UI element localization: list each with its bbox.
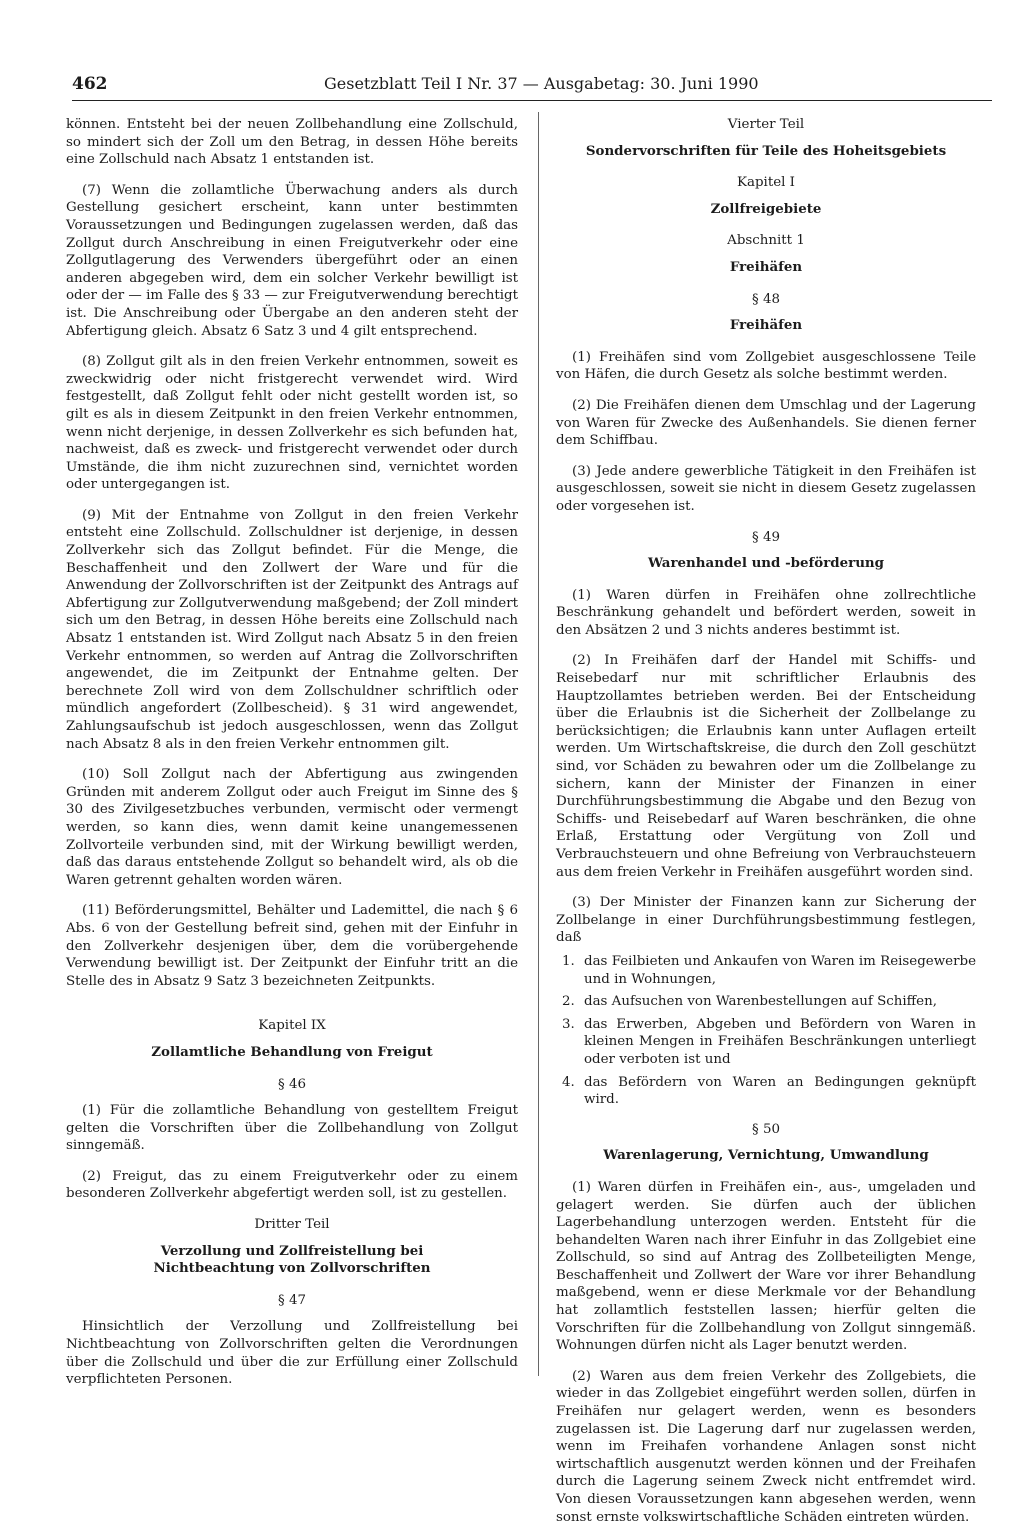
column-divider (538, 112, 539, 1376)
section-50-paragraph-1: (1) Waren dürfen in Freihäfen ein-, aus-, umgeladen und gelagert werden. Sie dürfen auch der üblichen Lagerbehandlung unterzogen werden. Entsteht für die behandelten Waren nach ihrer Einfuhr in das Zollgebiet eine Zollschuld, so sind auf Antrag des Zollbeteiligten Menge, Beschaffenheit und Zollwert der Ware vor ihrer Behandlung maßgebend, wenn er diese Merkmale vor der Behandlung hat zollamtlich feststellen lassen; hierfür gelten die Vorschriften für die Zollbehandlung von Zollgut sinngemäß. Wohnungen dürfen nicht als Lager benutzt werden. (556, 1179, 976, 1354)
chapter-title-ix: Zollamtliche Behandlung von Freigut (151, 1043, 433, 1060)
paragraph-7: (7) Wenn die zollamtliche Überwachung anders als durch Gestellung gesichert erscheint, kann unter bestimmten Voraussetzungen und Bedingungen zugelassen werden, daß das Zollgut durch Anschreibung in einen Freigutverkehr oder eine Zollgutlagerung des Verwenders übergeführt oder an einen anderen abgegeben wird, dem ein solcher Verkehr bewilligt ist oder der — im Falle des § 33 — zur Freigutverwendung berechtigt ist. Die Anschreibung oder Übergabe an den anderen steht der Abfertigung gleich. Absatz 6 Satz 3 und 4 gilt entsprechend. (66, 182, 518, 339)
section-49-paragraph-2: (2) In Freihäfen darf der Handel mit Schiffs- und Reisebedarf nur mit schriftlicher Erlaubnis des Hauptzollamtes betrieben werden. Bei der Entscheidung über die Erlaubnis ist die Sicherheit der Zollbelange zu berücksichtigen; die Erlaubnis kann unter Auflagen erteilt werden. Um Wirtschaftskreise, die durch den Zoll geschützt sind, vor Schäden zu bewahren oder um die Zollbelange zu sichern, kann der Minister der Finanzen in einer Durchführungsbestimmung die Abgabe und den Bezug von Schiffs- und Reisebedarf auf Waren beschränken, die ohne Erlaß, Erstattung oder Vergütung von Zoll und Verbrauchsteuern und ohne Befreiung von Verbrauchsteuern aus dem freien Verkehr in Freihäfen ausgeführt worden sind. (556, 653, 976, 880)
section-48-paragraph-3: (3) Jede andere gewerbliche Tätigkeit in den Freihäfen ist ausgeschlossen, soweit sie nicht in diesem Gesetz zugelassen oder vorgesehen ist. (556, 463, 976, 514)
chapter-title-i: Zollfreigebiete (710, 200, 822, 217)
list-item-text: das Befördern von Waren an Bedingungen geknüpft wird. (584, 1074, 976, 1108)
part-title-line-2: Nichtbeachtung von Zollvorschriften (153, 1260, 431, 1277)
right-column (556, 116, 976, 1539)
section-47-heading: § 47 (278, 1292, 306, 1308)
page-number: 462 (72, 74, 108, 94)
paragraph-9: (9) Mit der Entnahme von Zollgut in den freien Verkehr entsteht eine Zollschuld. Zollschuldner ist derjenige, in dessen Zollverkehr sich das Zollgut befindet. Für die Menge, die Beschaffenheit und den Zollwert der Ware und für die Anwendung der Zollvorschriften ist der Zeitpunkt des Antrags auf Abfertigung zur Zollgutverwendung maßgebend; der Zoll mindert sich um den Betrag, in dessen Höhe bereits eine Zollschuld nach Absatz 1 entstanden ist. Wird Zollgut nach Absatz 5 in den freien Verkehr entnommen, so werden auf Antrag die Zollvorschriften angewendet, die im Zeitpunkt der Entnahme gelten. Der berechnete Zoll wird von dem Zollschuldner schriftlich oder mündlich angefordert (Zollbescheid). § 31 wird angewendet, Zahlungsaufschub ist jedoch ausgeschlossen, wenn das Zollgut nach Absatz 8 als in den freien Verkehr entnommen gilt. (66, 507, 518, 752)
chapter-heading-ix: Kapitel IX (258, 1018, 326, 1034)
list-item-number: 2. (562, 994, 575, 1010)
left-column (66, 116, 518, 1402)
section-49-list (556, 953, 976, 1109)
section-49-heading: § 49 (752, 529, 780, 545)
part-title-vierter-teil: Sondervorschriften für Teile des Hoheitsgebiets (585, 142, 947, 159)
section-48-title: Freihäfen (729, 317, 803, 334)
section-49-paragraph-1: (1) Waren dürfen in Freihäfen ohne zollrechtliche Beschränkung gehandelt und befördert werden, soweit in den Absätzen 2 und 3 nichts anderes bestimmt ist. (556, 587, 976, 638)
paragraph-11: (11) Beförderungsmittel, Behälter und Lademittel, die nach § 6 Abs. 6 von der Gestellung befreit sind, gehen mit der Einfuhr in den Zollverkehr desjenigen über, dem die vorübergehende Verwendung bewilligt ist. Der Zeitpunkt der Einfuhr tritt an die Stelle des in Absatz 9 Satz 3 bezeichneten Zeitpunkts. (66, 903, 518, 989)
list-item-number: 1. (562, 953, 575, 969)
section-46-paragraph-1: (1) Für die zollamtliche Behandlung von gestelltem Freigut gelten die Vorschriften über die Zollbehandlung von Zollgut sinngemäß. (66, 1103, 518, 1154)
section-48-paragraph-2: (2) Die Freihäfen dienen dem Umschlag und der Lagerung von Waren für Zwecke des Außenhandels. Sie dienen ferner dem Schiffbau. (556, 397, 976, 449)
section-50-title: Warenlagerung, Vernichtung, Umwandlung (603, 1147, 929, 1164)
paragraph-continuation: können. Entsteht bei der neuen Zollbehandlung eine Zollschuld, so mindert sich der Zoll um den Betrag, in dessen Höhe bereits eine Zollschuld nach Absatz 1 entstanden ist. (66, 117, 518, 168)
paragraph-10: (10) Soll Zollgut nach der Abfertigung aus zwingenden Gründen mit anderem Zollgut oder auch Freigut im Sinne des § 30 des Zivilgesetzbuches verbunden, vermischt oder vermengt werden, so kann dies, wenn damit keine unangemessenen Zollvorteile verbunden sind, mit der Wirkung bewilligt werden, daß das daraus entstehende Zollgut so behandelt wird, als ob die Waren getrennt gehalten worden wären. (66, 767, 518, 888)
header-rule (72, 100, 992, 101)
part-title-line-1: Verzollung und Zollfreistellung bei (160, 1242, 424, 1259)
section-48-heading: § 48 (752, 291, 780, 307)
list-item (556, 993, 976, 1011)
section-50-heading: § 50 (752, 1121, 780, 1137)
list-item-text: das Feilbieten und Ankaufen von Waren im Reisegewerbe und in Wohnungen, (584, 953, 976, 987)
section-46-heading: § 46 (278, 1076, 306, 1092)
list-item (556, 1016, 976, 1069)
chapter-heading-i: Kapitel I (737, 175, 795, 191)
subsection-heading-1: Abschnitt 1 (727, 233, 805, 249)
subsection-title-1: Freihäfen (729, 258, 803, 275)
list-item-text: das Erwerben, Abgeben und Befördern von Waren in kleinen Mengen in Freihäfen Beschränkungen unterliegt oder verboten ist und (584, 1016, 976, 1067)
section-49-title: Warenhandel und -beförderung (647, 555, 885, 572)
running-title: Gesetzblatt Teil I Nr. 37 — Ausgabetag: 30. Juni 1990 (324, 74, 759, 93)
list-item-text: das Aufsuchen von Warenbestellungen auf Schiffen, (584, 994, 937, 1010)
section-46-paragraph-2: (2) Freigut, das zu einem Freigutverkehr oder zu einem besonderen Zollverkehr abgefertigt werden soll, ist zu gestellen. (66, 1168, 518, 1202)
list-item-number: 4. (562, 1074, 575, 1090)
paragraph-8: (8) Zollgut gilt als in den freien Verkehr entnommen, soweit es zweckwidrig oder nicht fristgerecht verwendet wird. Wird festgestellt, daß Zollgut fehlt oder nicht gestellt worden ist, so gilt es als in diesem Zeitpunkt in den freien Verkehr entnommen, wenn nicht derjenige, in dessen Zollverkehr es sich befunden hat, nachweist, daß es zweck- und fristgerecht verwendet oder durch Umstände, die ihm nicht zuzurechnen sind, vernichtet worden oder untergegangen ist. (66, 354, 518, 493)
section-47-paragraph: Hinsichtlich der Verzollung und Zollfreistellung bei Nichtbeachtung von Zollvorschriften gelten die Verordnungen über die Zollschuld und über die zur Erfüllung einer Zollschuld verpflichteten Personen. (66, 1319, 518, 1388)
list-item (556, 1074, 976, 1109)
part-heading-dritter-teil: Dritter Teil (254, 1217, 330, 1233)
part-heading-vierter-teil: Vierter Teil (727, 117, 805, 132)
section-49-paragraph-3: (3) Der Minister der Finanzen kann zur Sicherung der Zollbelange in einer Durchführungsbestimmung festlegen, daß (556, 895, 976, 946)
page-header (72, 74, 992, 96)
section-50-paragraph-2: (2) Waren aus dem freien Verkehr des Zollgebiets, die wieder in das Zollgebiet eingeführt werden sollen, dürfen in Freihäfen nur gelagert werden, wenn es besonders zugelassen ist. Die Lagerung darf nur zugelassen werden, wenn im Freihafen vorhandene Anlagen sonst nicht wirtschaftlich ausgenutzt werden können und der Freihafen durch die Lagerung seinem Zweck nicht entfremdet wird. Von diesen Voraussetzungen kann abgesehen werden, wenn sonst ernste volkswirtschaftliche Schäden eintreten würden. (556, 1368, 976, 1525)
spacer (66, 1003, 518, 1017)
section-48-paragraph-1: (1) Freihäfen sind vom Zollgebiet ausgeschlossene Teile von Häfen, die durch Gesetz als solche bestimmt werden. (556, 349, 976, 383)
list-item-number: 3. (562, 1016, 575, 1032)
list-item (556, 953, 976, 988)
